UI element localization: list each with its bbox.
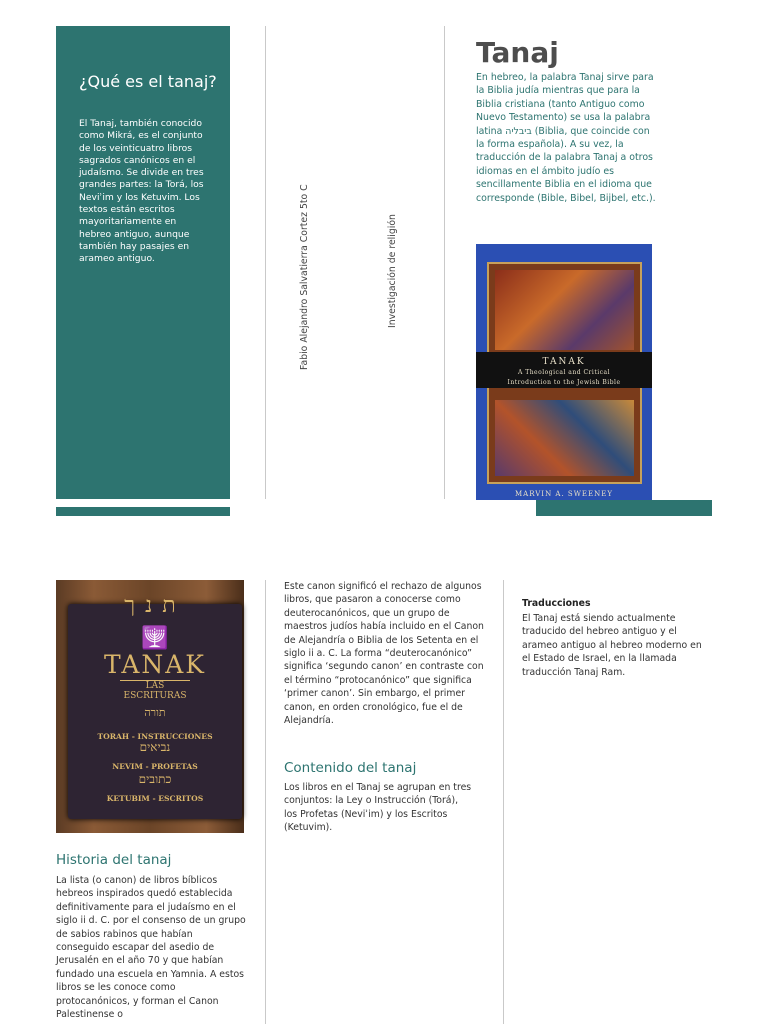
nevim-line: NEVIM - PROFETAS	[112, 762, 198, 771]
book-author: MARVIN A. SWEENEY	[515, 490, 613, 498]
tanak-las-escrituras-photo	[56, 580, 244, 833]
hebrew-neviim: נביאים	[139, 740, 171, 754]
book-title-band	[476, 352, 652, 388]
intro-text: En hebreo, la palabra Tanaj sirve para la Biblia judía mientras que para la Biblia cristiana (tanto Antiguo como Nuevo Testamento) se usa la palabra latina ביבליה (Biblia, que coincide con la forma española). A su vez, la traducción de la palabra Tanaj a otros idiomas en el ámbito judío es sencillamente Biblia en el idioma que corresponde (Bible, Bibel, Bijbel, etc.).	[476, 72, 656, 204]
cover-subtitle: LAS ESCRITURAS	[120, 680, 190, 701]
tanak-book-cover	[68, 593, 242, 819]
author-name: Fabio Alejandro Salvatierra Cortez 5to C	[299, 184, 310, 370]
cover-title: TANAK	[104, 650, 206, 679]
canon-text: Este canon significó el rechazo de algunos libros, que pasaron a conocerse como deuterocanónicos, que un grupo de maestros judíos había incluido en el Canon de Alejandría o Biblia de los Setenta en el siglo ii a. C. La forma “deuterocanónico” significa ‘segundo canon’ en contraste con el término “protocanónico” que significa ‘primer canon’. Sin embargo, el primer canon, en orden cronológico, fue el de Alejandría.	[284, 581, 484, 727]
what-is-tanaj-panel	[56, 26, 230, 499]
page-title: Tanaj	[476, 36, 559, 69]
what-is-tanaj-text: El Tanaj, también conocido como Mikrá, es el conjunto de los veinticuatro libros sagrados canónicos en el judaísmo. Se divide en tres grandes partes: la Torá, los Neviʾim y los Ketuvim. Los textos están escritos mayoritariamente en hebreo antiguo, aunque también hay pasajes en arameo antiguo.	[79, 118, 204, 265]
manuscript-scene-bottom	[495, 400, 634, 476]
fold-divider	[503, 580, 504, 1024]
fold-divider	[265, 580, 266, 1024]
hebrew-title: תנך	[124, 593, 186, 618]
subject-label: Investigación de religión	[387, 214, 398, 328]
book-title: TANAK	[542, 357, 586, 367]
history-text: La lista (o canon) de libros bíblicos hebreos inspirados quedó establecida definitivamente para el judaísmo en el siglo ii d. C. por el consenso de un grupo de sabios rabinos que habían conseguido escapar del asedio de Jerusalén en el año 70 y que habían fundado una escuela en Yamnia. A estos libros se les conoce como protocanónicos, y forman el Canon Palestinense o	[56, 875, 246, 1021]
content-heading: Contenido del tanaj	[284, 760, 417, 776]
menorah-icon: 🕎	[141, 626, 169, 651]
fold-divider	[265, 26, 266, 499]
content-text: Los libros en el Tanaj se agrupan en tres conjuntos: la Ley o Instrucción (Torá), los Profetas (Neviʾim) y los Escritos (Ketuvim).	[284, 782, 472, 834]
what-is-tanaj-heading: ¿Qué es el tanaj?	[79, 72, 217, 91]
hebrew-torah: תורה	[144, 706, 166, 719]
sweeney-book-cover-image	[476, 244, 652, 500]
book-subtitle-2: Introduction to the Jewish Bible	[507, 379, 621, 386]
history-heading: Historia del tanaj	[56, 852, 172, 868]
translations-heading: Traducciones	[522, 598, 591, 609]
ketubim-line: KETUBIM - ESCRITOS	[106, 794, 204, 803]
torah-line: TORAH - INSTRUCCIONES	[97, 732, 213, 741]
translations-text: El Tanaj está siendo actualmente traducido del hebreo antiguo y el arameo antiguo al hebreo moderno en el Estado de Israel, en la llamada traducción Tanaj Ram.	[522, 613, 702, 678]
book-subtitle-1: A Theological and Critical	[517, 369, 611, 376]
fold-divider	[444, 26, 445, 499]
accent-bar-right	[536, 500, 712, 516]
accent-bar-left	[56, 507, 230, 516]
manuscript-scene-top	[495, 270, 634, 350]
hebrew-ketuvim: כתובים	[138, 772, 172, 786]
